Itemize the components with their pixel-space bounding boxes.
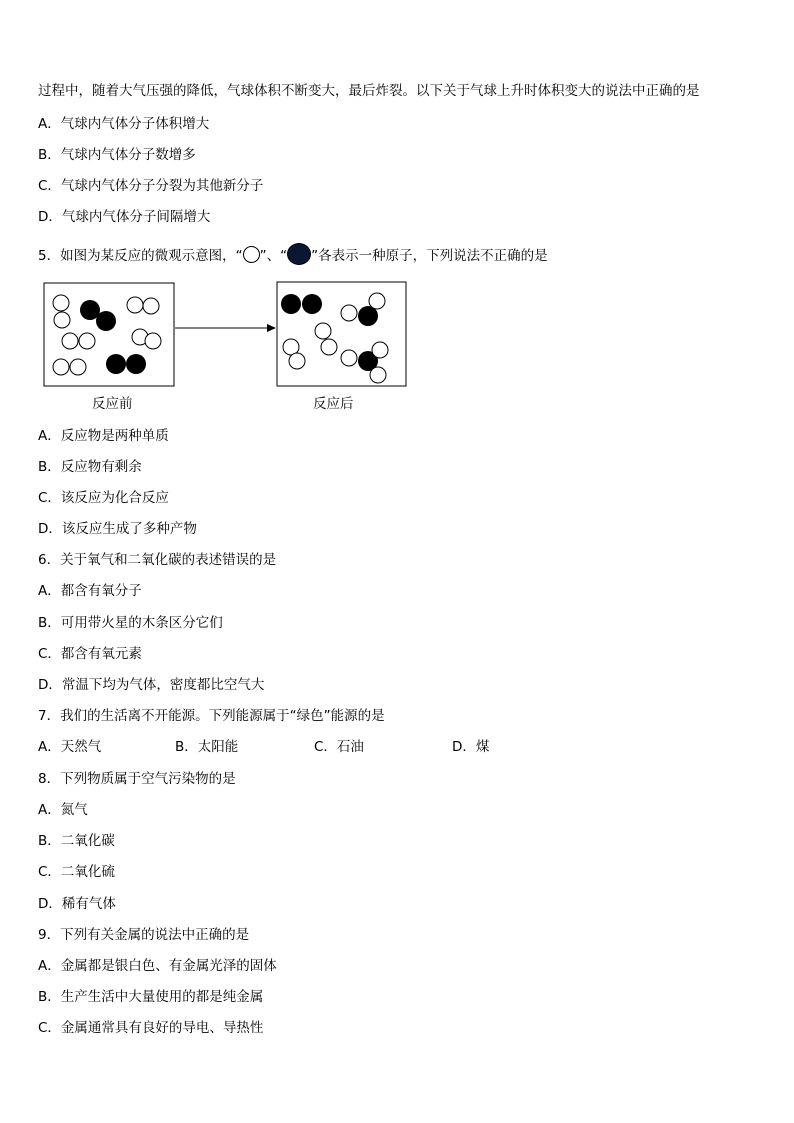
q9-option-c: C．金属通常具有良好的导电、导热性 xyxy=(38,1020,264,1036)
white-atom xyxy=(321,339,337,355)
before-reaction-box xyxy=(44,283,174,386)
black-atom xyxy=(80,300,100,320)
q4-option-d: D．气球内气体分子间隔增大 xyxy=(38,209,211,225)
q6-option-d: D．常温下均为气体，密度都比空气大 xyxy=(38,677,265,693)
caption-after: 反应后 xyxy=(313,396,354,412)
q5-stem-part1: 5．如图为某反应的微观示意图，“ xyxy=(38,248,243,264)
white-atom xyxy=(341,305,357,321)
q7-option-d: D．煤 xyxy=(452,739,490,755)
black-atom xyxy=(281,294,301,314)
white-atom xyxy=(79,333,95,349)
q5-stem xyxy=(38,243,548,265)
q9-option-a: A．金属都是银白色、有金属光泽的固体 xyxy=(38,958,277,974)
q4-stem: 过程中，随着大气压强的降低，气球体积不断变大，最后炸裂。以下关于气球上升时体积变大的说法中正确的是 xyxy=(38,83,700,99)
black-atom xyxy=(106,354,126,374)
white-atom xyxy=(132,329,148,345)
reaction-arrow xyxy=(175,324,276,332)
q5-option-c: C．该反应为化合反应 xyxy=(38,490,169,506)
q8-option-b: B．二氧化碳 xyxy=(38,833,115,849)
white-atom xyxy=(127,297,143,313)
white-atom xyxy=(369,293,385,309)
q7-stem: 7．我们的生活离不开能源。下列能源属于“绿色”能源的是 xyxy=(38,708,385,724)
white-atom xyxy=(143,298,159,314)
q6-option-a: A．都含有氧分子 xyxy=(38,583,142,599)
white-atom xyxy=(372,342,388,358)
white-atom xyxy=(283,339,299,355)
white-atom xyxy=(53,359,69,375)
q5-option-a: A．反应物是两种单质 xyxy=(38,428,169,444)
black-atom xyxy=(358,351,378,371)
q4-option-c: C．气球内气体分子分裂为其他新分子 xyxy=(38,178,264,194)
q4-option-b: B．气球内气体分子数增多 xyxy=(38,147,196,163)
black-atom xyxy=(126,354,146,374)
q8-option-d: D．稀有气体 xyxy=(38,896,116,912)
q8-option-c: C．二氧化硫 xyxy=(38,864,115,880)
q7-option-c: C．石油 xyxy=(314,739,364,755)
black-atom xyxy=(96,311,116,331)
q7-options-row xyxy=(38,738,638,756)
white-atom xyxy=(341,350,357,366)
q6-option-c: C．都含有氧元素 xyxy=(38,646,142,662)
after-reaction-box xyxy=(277,282,406,386)
q4-option-a: A．气球内气体分子体积增大 xyxy=(38,116,210,132)
black-atom-legend-icon xyxy=(287,243,311,265)
white-atom xyxy=(315,323,331,339)
q9-option-b: B．生产生活中大量使用的都是纯金属 xyxy=(38,989,264,1005)
q8-stem: 8．下列物质属于空气污染物的是 xyxy=(38,771,236,787)
black-atom xyxy=(358,306,378,326)
white-atom-legend-icon xyxy=(243,246,260,263)
q7-option-a: A．天然气 xyxy=(38,739,102,755)
white-atom xyxy=(54,312,70,328)
q7-option-b: B．太阳能 xyxy=(175,739,239,755)
q5-option-d: D．该反应生成了多种产物 xyxy=(38,521,197,537)
white-atom xyxy=(370,367,386,383)
white-atom xyxy=(289,353,305,369)
q6-option-b: B．可用带火星的木条区分它们 xyxy=(38,615,223,631)
white-atom xyxy=(145,333,161,349)
q8-option-a: A．氮气 xyxy=(38,802,88,818)
q5-stem-part2: ”、“ xyxy=(259,248,288,264)
caption-before: 反应前 xyxy=(92,396,133,412)
white-atom xyxy=(70,359,86,375)
q5-stem-part3: ”各表示一种原子，下列说法不正确的是 xyxy=(311,248,548,264)
q5-option-b: B．反应物有剩余 xyxy=(38,459,142,475)
white-atom xyxy=(53,295,69,311)
white-atom xyxy=(62,333,78,349)
q9-stem: 9．下列有关金属的说法中正确的是 xyxy=(38,927,250,943)
q6-stem: 6．关于氧气和二氧化碳的表述错误的是 xyxy=(38,552,277,568)
black-atom xyxy=(302,294,322,314)
